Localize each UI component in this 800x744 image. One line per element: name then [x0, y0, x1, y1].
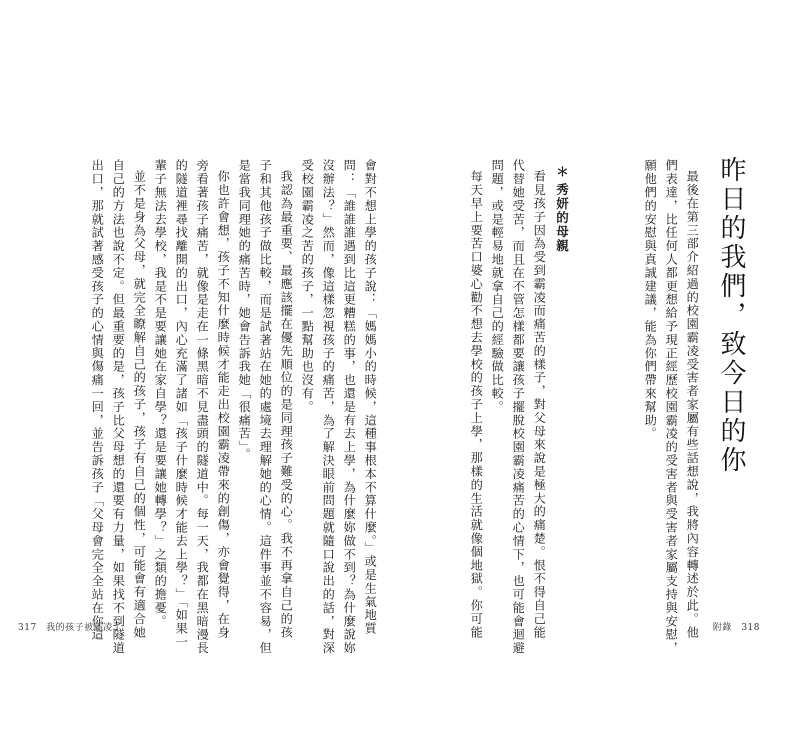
body-line: 受校園霸凌之苦的孩子，一點幫助也沒有。	[300, 159, 315, 414]
body-line: 的隧道裡尋找離開的出口，內心充滿了諸如「孩子什麼時候才能去上學？」「如果一	[174, 159, 189, 649]
body-line: 旁看著孩子痛苦，就像是走在一條黑暗不見盡頭的隧道中。每一天，我都在黑暗漫長	[195, 159, 210, 655]
intro-line: 們表達，比任何人都更想給予現正經歷校園霸凌的受害者與受害者家屬支持與安慰，	[664, 159, 679, 655]
body-line: 自己的方法也說不定。但最重要的是，孩子比父母想的還要有力量，如果找不到隧道	[111, 159, 126, 655]
body-line: 會對不想上學的孩子說：「媽媽小的時候，這種事根本不算什麼。」或是生氣地質	[363, 159, 378, 636]
body-line: 出口，那就試著感受孩子的心情與傷痛一回，並告訴孩子「父母會完全全站在你這	[90, 159, 105, 642]
body-line: 子和其他孩子做比較，而是試著站在她的處境去理解她的心情。這件事並不容易，但	[258, 159, 273, 655]
body-line: 是當我同理她的痛苦時，她會告訴我她「很痛苦」。	[237, 159, 252, 462]
body-line: 輩子無法去學校，我是不是要讓她在家自學？還是要讓她轉學？」之類的擔憂。	[153, 159, 168, 628]
body-line: 代替她受苦，而且在不管怎樣都要讓孩子擺脫校園霸凌痛苦的心情下，也可能會迴避	[511, 159, 526, 655]
body-line: 問：「誰誰誰遇到比這更糟糕的事，也還是有去上學，為什麼妳做不到？為什麼說妳	[342, 159, 357, 655]
body-line: 每天早上要苦口婆心勸不想去學校的孩子上學，那樣的生活就像個地獄。你可能	[469, 170, 484, 639]
body-line: 並不是身為父母，就完全瞭解自己的孩子，孩子有自己的個性，可能會有適合她	[132, 170, 147, 639]
body-line: 看見孩子因為受到霸凌而痛苦的樣子，對父母來說是極大的痛楚。恨不得自己能	[532, 170, 547, 639]
body-line: 我認為最重要、最應該擺在優先順位的是同理孩子難受的心。我不再拿自己的孩	[279, 170, 294, 639]
body-line: 你也許會想，孩子不知什麼時候才能走出校園霸凌帶來的創傷，亦會覺得，在身	[216, 170, 231, 639]
asterisk-mark: ＊	[554, 165, 570, 179]
page-footer-left: 317 我的孩子被霸凌了	[18, 623, 123, 633]
intro-line: 最後在第三部介紹過的校園霸凌受害者家屬有些話想說，我將內容轉述於此。他	[685, 170, 700, 639]
page-title: 昨日的我們，致今日的你	[716, 156, 746, 475]
body-line: 問題，或是輕易地就拿自己的經驗做比較。	[490, 159, 505, 414]
section-heading	[555, 165, 568, 253]
intro-line: 願他們的安慰與真誠建議，能為你們帶來幫助。	[643, 159, 658, 441]
section-heading-text: 秀妍的母親	[554, 183, 570, 253]
body-line: 沒辦法？」然而，像這樣忽視孩子的痛苦，為了解決眼前問題就隨口說出的話，對深	[321, 159, 336, 655]
page-footer-right: 附錄 318	[712, 623, 760, 633]
